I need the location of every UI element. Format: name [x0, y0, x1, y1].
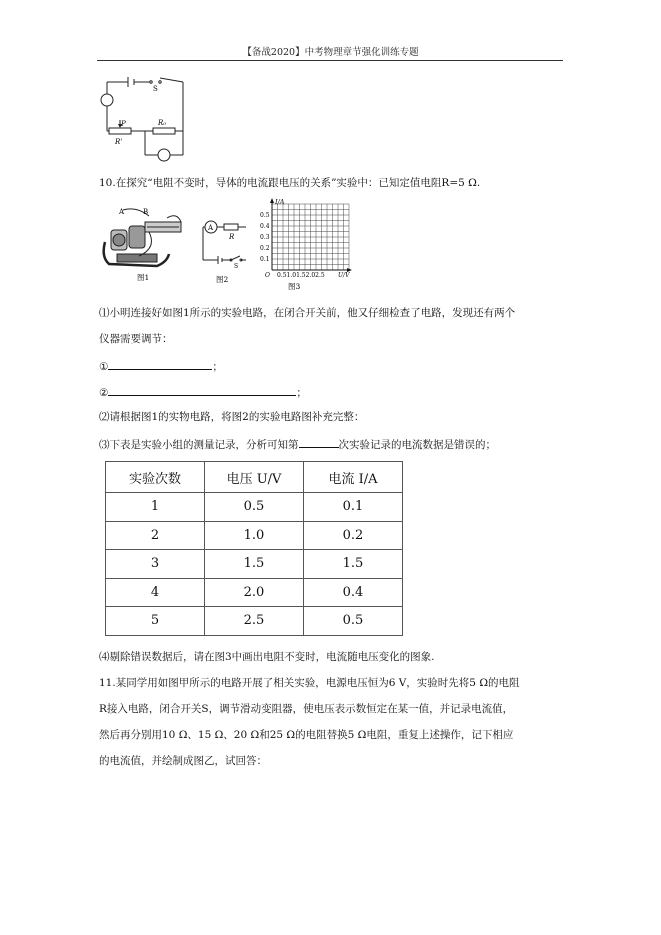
fig2-switch-label: S [234, 263, 239, 270]
q10-part4: ⑷剔除错误数据后，请在图3中画出电阻不变时，电流随电压变化的图象. [99, 651, 435, 663]
table-cell: 1.5 [304, 550, 403, 579]
blank-1-marker: ① [99, 361, 109, 373]
fig3-origin: O [265, 272, 270, 279]
table-cell: 1.5 [205, 550, 304, 579]
blank-2-end: ； [296, 387, 307, 399]
fig1-label-a: A [119, 208, 125, 216]
table-cell: 0.5 [205, 493, 304, 522]
q11-line4: 的电流值，并绘制成图乙，试回答： [99, 755, 267, 767]
q10-part1-line2: 仪器需要调节： [99, 333, 173, 345]
q11-line1: 11.某同学用如图甲所示的电路开展了相关实验，电源电压恒为6 V，实验时先将5 Ω的电阻 [99, 677, 520, 689]
table-row [106, 607, 403, 636]
q10-part1-line1: ⑴小明连接好如图1所示的实验电路，在闭合开关前，他又仔细检查了电路，发现还有两个 [99, 307, 516, 319]
table-cell: 5 [106, 607, 205, 636]
fig3-y-tick: 0.3 [260, 234, 270, 241]
table-cell: 0.1 [304, 493, 403, 522]
table-cell: 1.0 [205, 521, 304, 550]
fig3-y-axis-label: I/A [275, 198, 285, 206]
fig3-y-tick: 0.1 [260, 256, 270, 263]
fig2-ammeter-label: A [208, 224, 214, 232]
table-row [106, 493, 403, 522]
fig3-y-tick: 0.2 [260, 245, 270, 252]
table-cell: 1 [106, 493, 205, 522]
table-row [106, 578, 403, 607]
fig3-y-tick: 0.5 [260, 212, 270, 219]
table-cell: 0.2 [304, 521, 403, 550]
rheostat-label: R' [115, 138, 123, 146]
slider-label: P [121, 120, 126, 128]
fig3-x-axis-label: U/V [338, 272, 350, 279]
answer-blank-2[interactable] [108, 384, 296, 396]
part3-text-before: ⑶下表是实验小组的测量记录，分析可知第 [99, 439, 299, 451]
fig2-resistor-label: R [229, 233, 235, 241]
fig3-caption: 图3 [288, 282, 301, 291]
table-row [106, 550, 403, 579]
table-header-cell: 电流 I/A [304, 462, 403, 493]
fig2-caption: 图2 [216, 275, 229, 284]
fig3-y-tick: 0.4 [260, 223, 270, 230]
measurement-table [105, 461, 403, 636]
q10-figure-1-apparatus [97, 202, 193, 282]
q10-stem: 10.在探究“电阻不变时，导体的电流跟电压的关系”实验中：已知定值电阻R=5 Ω. [99, 177, 481, 189]
fig1-caption: 图1 [137, 273, 150, 282]
table-header-row [106, 462, 403, 493]
page-header: 【备战2020】中考物理章节强化训练专题 [242, 47, 419, 58]
switch-label: S [153, 85, 158, 93]
fig1-label-b: B [143, 208, 149, 216]
resistor-label: R₀ [158, 119, 167, 127]
blank-2-marker: ② [99, 387, 109, 399]
q10-part2: ⑵请根据图1的实物电路，将图2的实验电路图补充完整： [99, 411, 365, 423]
table-cell: 2.5 [205, 607, 304, 636]
q10-part3 [99, 436, 496, 452]
table-header-cell: 实验次数 [106, 462, 205, 493]
table-cell: 3 [106, 550, 205, 579]
table-cell: 0.4 [304, 578, 403, 607]
header-divider [97, 60, 563, 61]
table-header-cell: 电压 U/V [205, 462, 304, 493]
fig3-x-ticks: 0.51.01.52.02.5 [277, 272, 325, 279]
q10-blank-2-row [99, 384, 307, 400]
q11-line3: 然后再分别用10 Ω、15 Ω、20 Ω和25 Ω的电阻替换5 Ω电阻，重复上述操作，记下相应 [99, 729, 514, 741]
table-cell: 2 [106, 521, 205, 550]
table-cell: 2.0 [205, 578, 304, 607]
blank-1-end: ； [212, 361, 223, 373]
table-row [106, 521, 403, 550]
q10-figure-3-graph [258, 196, 358, 292]
table-cell: 4 [106, 578, 205, 607]
q11-line2: R接入电路，闭合开关S，调节滑动变阻器，使电压表示数恒定在某一值，并记录电流值， [99, 703, 514, 715]
q10-blank-1-row [99, 358, 223, 374]
table-cell: 0.5 [304, 607, 403, 636]
answer-blank-3[interactable] [299, 436, 339, 448]
q10-figure-2-circuit [198, 212, 256, 284]
circuit-diagram-top [95, 74, 195, 166]
part3-text-after: 次实验记录的电流数据是错误的； [338, 439, 496, 451]
answer-blank-1[interactable] [108, 358, 212, 370]
